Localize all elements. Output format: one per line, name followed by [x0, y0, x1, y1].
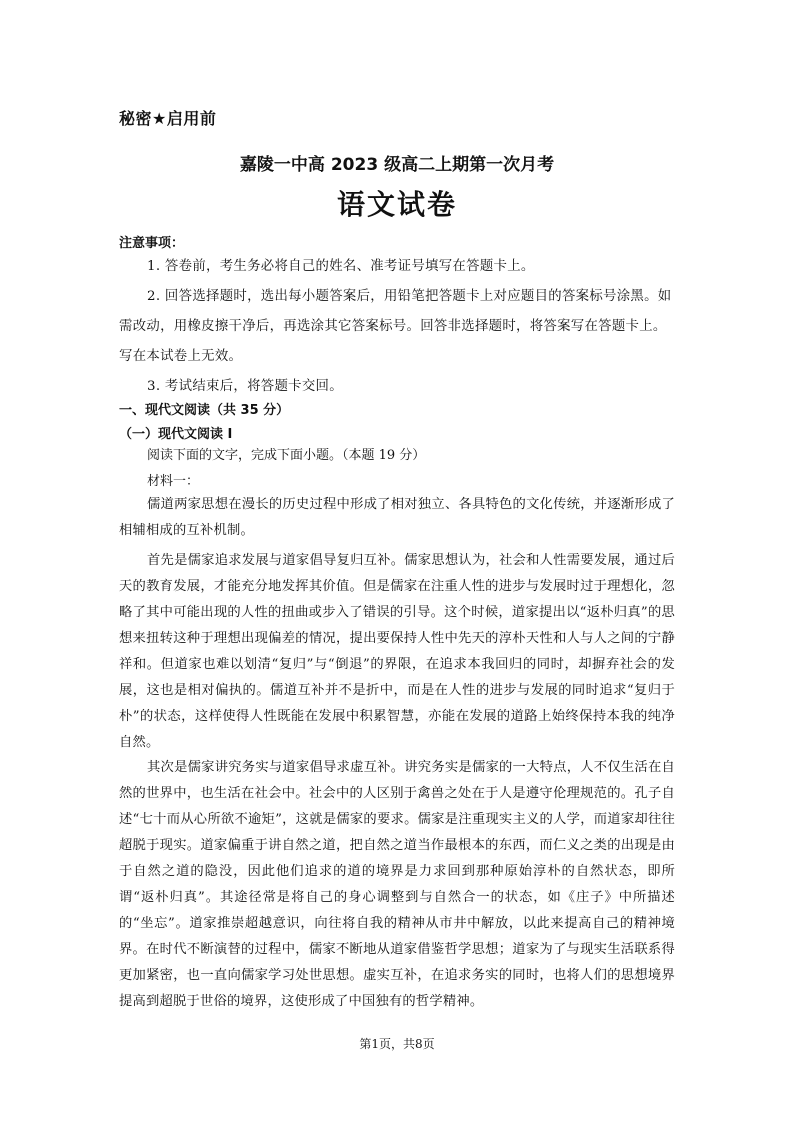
section-instruction: 阅读下面的文字，完成下面小题。（本题 19 分）	[147, 448, 426, 463]
paragraph-text: 儒道两家思想在漫长的历史过程中形成了相对独立、各具特色的文化传统，并逐渐形成了相辅相成的互补机制。	[119, 497, 675, 538]
section-title: 一、现代文阅读（共 35 分）	[119, 403, 290, 418]
subject-title: 语文试卷	[336, 188, 457, 221]
material-label: 材料一：	[147, 474, 200, 489]
section-subtitle: （一）现代文阅读 I	[119, 427, 233, 442]
paragraph-3	[119, 755, 675, 1015]
notice-list	[119, 252, 679, 402]
exam-title: 嘉陵一中高 2023 级高二上期第一次月考	[239, 155, 555, 175]
paragraph-1	[119, 492, 675, 544]
secret-label: 秘密★启用前	[119, 109, 217, 128]
notice-item-2: 2. 回答选择题时，选出每小题答案后，用铅笔把答题卡上对应题目的答案标号涂黑。如需改动，用橡皮擦干净后，再选涂其它答案标号。回答非选择题时，将答案写在答题卡上。写在本试卷上无效。	[119, 289, 672, 364]
notice-item-3: 3. 考试结束后，将答题卡交回。	[147, 379, 343, 394]
paragraph-2	[119, 548, 675, 756]
paragraph-text: 其次是儒家讲究务实与道家倡导求虚互补。讲究务实是儒家的一大特点，人不仅生活在自然的世界中，也生活在社会中。社会中的人区别于禽兽之处在于人是遵守伦理规范的。孔子自述“七十而从心所欲不逾矩”，这就是儒家的要求。儒家是注重现实主义的人学，而道家却往往超脱于现实。道家偏重于讲自然之道，把自然之道当作最根本的东西，而仁义之类的出现是由于自然之道的隐没，因此他们追求的道的境界是力求回到那种原始淳朴的自然状态，即所谓“返朴归真”。其途径常是将自己的身心调整到与自然合一的状态，如《庄子》中所描述的“坐忘”。道家推崇超越意识，向往将自我的精神从市井中解放，以此来提高自己的精神境界。在时代不断演替的过程中，儒家不断地从道家借鉴哲学思想；道家为了与现实生活联系得更加紧密，也一直向儒家学习处世思想。虚实互补，在追求务实的同时，也将人们的思想境界提高到超脱于世俗的境界，这使形成了中国独有的哲学精神。	[119, 760, 675, 1009]
paragraph-text: 首先是儒家追求发展与道家倡导复归互补。儒家思想认为，社会和人性需要发展，通过后天的教育发展，才能充分地发挥其价值。但是儒家在注重人性的进步与发展时过于理想化，忽略了其中可能出现的人性的扭曲或步入了错误的引导。这个时候，道家提出以“返朴归真”的思想来扭转这种于理想出现偏差的情况，提出要保持人性中先天的淳朴天性和人与人之间的宁静祥和。但道家也难以划清“复归”与“倒退”的界限，在追求本我回归的同时，却摒弃社会的发展，这也是相对偏执的。儒道互补并不是折中，而是在人性的进步与发展的同时追求“复归于朴”的状态，这样使得人性既能在发展中积累智慧，亦能在发展的道路上始终保持本我的纯净自然。	[119, 553, 675, 750]
notice-heading: 注意事项：	[119, 236, 185, 251]
notice-item-1: 1. 答卷前，考生务必将自己的姓名、准考证号填写在答题卡上。	[147, 259, 535, 274]
page-number: 第1页，共8页	[359, 1037, 435, 1051]
